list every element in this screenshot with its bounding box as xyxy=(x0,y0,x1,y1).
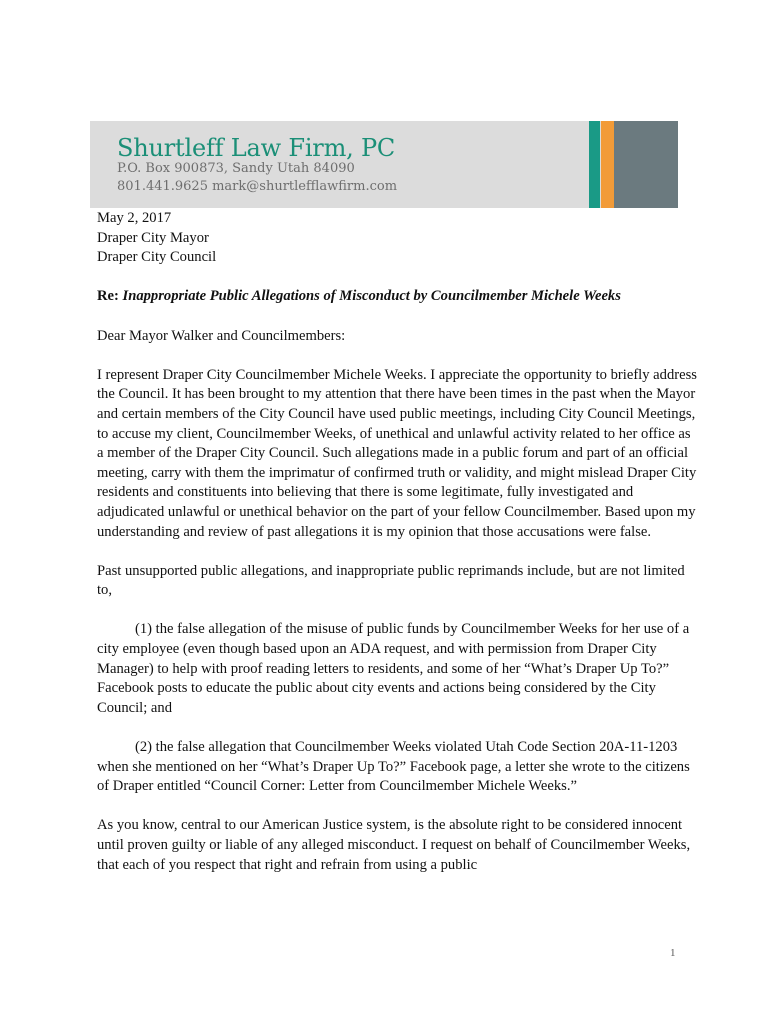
paragraph-intro: I represent Draper City Councilmember Michele Weeks. I appreciate the opportunity to briefly address the Council. It has been brought to my attention that there have been times in the past when the Mayor and certain members of the City Council have used public meetings, including City Council Meetings, to accuse my client, Councilmember Weeks, of unethical and unlawful activity related to her office as a member of the Draper City Council. Such allegations made in a public forum and part of an official meeting, carry with them the imprimatur of confirmed truth or validity, and might mislead Draper City residents and constituents into believing that there is some legitimate, fully investigated and adjudicated unlawful or unethical behavior on the part of your fellow Councilmember. Based upon my understanding and review of past allegations it is my opinion that those accusations were false. xyxy=(97,366,697,540)
paragraph-allegations: Past unsupported public allegations, and inappropriate public reprimands include, but are not limited to, xyxy=(97,562,685,599)
subject-line xyxy=(97,287,697,307)
paragraph-justice: As you know, central to our American Justice system, is the absolute right to be considered innocent until proven guilty or liable of any alleged misconduct. I request on behalf of Councilmember Weeks, that each of you respect that right and refrain from using a public xyxy=(97,817,691,873)
orange-accent-bar xyxy=(601,121,614,208)
teal-accent-bar xyxy=(589,121,600,208)
firm-address: P.O. Box 900873, Sandy Utah 84090 xyxy=(117,161,355,176)
slate-accent-block xyxy=(614,121,678,208)
firm-contact: 801.441.9625 mark@shurtlefflawfirm.com xyxy=(117,179,398,194)
recipient-mayor: Draper City Mayor xyxy=(97,229,209,246)
recipient-council: Draper City Council xyxy=(97,249,217,266)
letterhead xyxy=(90,121,678,208)
letter-date: May 2, 2017 xyxy=(97,210,172,226)
re-subject: Inappropriate Public Allegations of Misconduct by Councilmember Michele Weeks xyxy=(122,288,621,305)
allegation-item-1: (1) the false allegation of the misuse of public funds by Councilmember Weeks for her use of a city employee (even though based upon an ADA request, and with permission from Draper City Manager) to help with proof reading letters to residents, and some of her “What’s Draper Up To?” Facebook posts to educate the public about city events and actions being considered by the City Council; and xyxy=(97,621,690,716)
page-number: 1 xyxy=(670,947,676,959)
salutation: Dear Mayor Walker and Councilmembers: xyxy=(97,327,346,344)
re-label: Re: xyxy=(97,288,119,305)
letter-body xyxy=(97,209,697,875)
firm-name: Shurtleff Law Firm, PC xyxy=(117,134,396,162)
allegation-item-2: (2) the false allegation that Councilmember Weeks violated Utah Code Section 20A-11-1203 when she mentioned on her “What’s Draper Up To?” Facebook page, a letter she wrote to the citizens of Draper entitled “Council Corner: Letter from Councilmember Michele Weeks.” xyxy=(97,739,690,795)
